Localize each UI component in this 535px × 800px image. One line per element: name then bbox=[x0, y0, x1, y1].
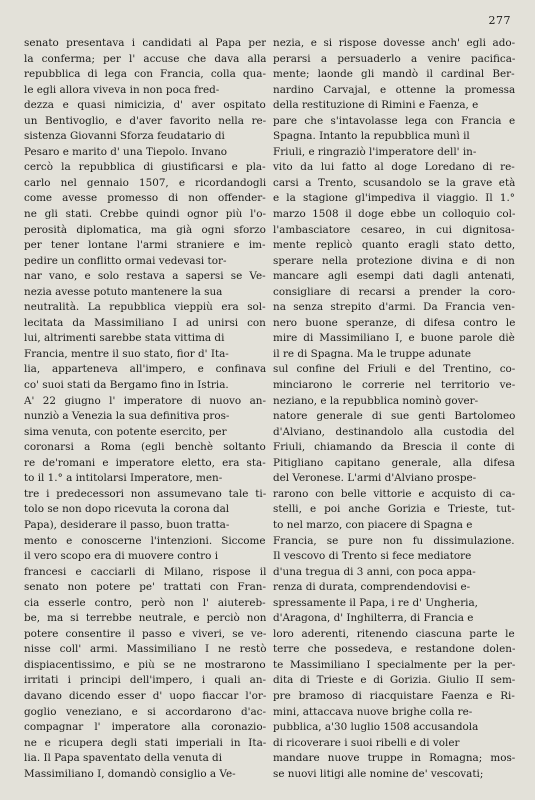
text-line: d'una tregua di 3 anni, con poca appa- bbox=[273, 565, 476, 578]
text-line: il vero scopo era di muovere contro i bbox=[24, 550, 219, 563]
text-line: marzo 1508 il doge ebbe un colloquio col- bbox=[273, 208, 515, 221]
text-line: stelli, e poi anche Gorizia e Trieste, tut- bbox=[273, 503, 515, 516]
text-line: consigliare di recarsi a prender la coro- bbox=[273, 285, 515, 298]
text-line: ne e ricupera degli stati imperiali in Ita- bbox=[24, 736, 266, 749]
text-line: mandare nuove truppe in Romagna; mos- bbox=[273, 752, 515, 765]
text-line: nisse coll' armi. Massimiliano I ne restò bbox=[24, 643, 266, 656]
text-line: mente replicò quanto eragli stato detto, bbox=[273, 239, 515, 252]
text-line: lia, apparteneva all'impero, e confinava bbox=[24, 363, 266, 376]
text-line: carlo nel gennaio 1507, e ricordandogli bbox=[24, 176, 266, 189]
text-line: come avesse promesso di non offender- bbox=[24, 192, 266, 205]
text-line: rarono con belle vittorie e acquisto di ca- bbox=[273, 487, 515, 500]
text-line: nero buone speranze, di difesa contro le bbox=[273, 316, 515, 329]
text-line: il re di Spagna. Ma le truppe adunate bbox=[273, 347, 472, 360]
text-line: cia esserle contro, però non l' aiutereb- bbox=[24, 596, 266, 609]
text-line: to il 1.° a intitolarsi Imperatore, men- bbox=[24, 472, 223, 485]
text-line: pubblica, a'30 luglio 1508 accusandola bbox=[273, 721, 479, 734]
text-line: Pesaro e marito d' una Tiepolo. Invano bbox=[24, 145, 228, 158]
right-column bbox=[273, 36, 515, 782]
text-line: tolo se non dopo ricevuta la corona dal bbox=[24, 503, 230, 516]
text-line: d'Alviano, destinandolo alla custodia del bbox=[273, 425, 515, 438]
text-line: goglio veneziano, e si accordarono d'ac- bbox=[24, 705, 266, 718]
text-line: Friuli, e ringraziò l'imperatore dell' in- bbox=[273, 145, 477, 158]
text-line: sperare nella protezione divina e di non bbox=[273, 254, 515, 267]
text-line: l'ambasciatore cesareo, in cui dignitosa- bbox=[273, 223, 515, 236]
text-line: dispiacentissimo, e più se ne mostrarono bbox=[24, 658, 266, 671]
text-line: Papa), desiderare il passo, buon tratta- bbox=[24, 518, 230, 531]
text-line: Friuli, chiamando da Brescia il conte di bbox=[273, 441, 515, 454]
text-line: pare che s'intavolasse lega con Francia e bbox=[273, 114, 515, 127]
text-line: nezia, e si rispose dovesse anch' egli ado- bbox=[273, 37, 515, 49]
text-line: A' 22 giugno l' imperatore di nuovo an- bbox=[24, 394, 266, 407]
text-line: repubblica di lega con Francia, colla qua- bbox=[24, 68, 266, 81]
text-line: renza di durata, comprendendovisi e- bbox=[273, 581, 471, 594]
text-line: re de'romani e imperatore eletto, era sta- bbox=[24, 456, 266, 469]
text-line: lui, altrimenti sarebbe stata vittima di bbox=[24, 332, 225, 345]
text-line: mancare agli esempi dati dagli antenati, bbox=[273, 270, 515, 283]
text-line: nezia avesse potuto mantenere la sua bbox=[24, 285, 223, 298]
text-line: Francia, mentre il suo stato, fior d' Ita- bbox=[24, 347, 229, 360]
text-line: Pitigliano capitano generale, alla difesa bbox=[273, 456, 515, 469]
text-line: sistenza Giovanni Sforza feudatario di bbox=[24, 130, 225, 143]
text-line: Massimiliano I, domandò consiglio a Ve- bbox=[24, 767, 236, 780]
text-line: senato presentava i candidati al Papa per bbox=[24, 37, 266, 49]
text-line: francesi e cacciarli di Milano, rispose il bbox=[24, 565, 266, 578]
text-line: perosità diplomatica, ma già ogni sforzo bbox=[24, 223, 266, 236]
text-line: natore generale di sue genti Bartolomeo bbox=[273, 410, 515, 423]
text-line: nunziò a Venezia la sua definitiva pros- bbox=[24, 410, 230, 423]
text-line: davano dicendo esser d' uopo fiaccar l'or- bbox=[24, 689, 266, 702]
text-line: dita di Trieste e di Gorizia. Giulio II sem- bbox=[273, 674, 515, 687]
left-column bbox=[24, 36, 266, 782]
text-line: per tener lontane l'armi straniere e im- bbox=[24, 239, 266, 252]
text-line: perarsi a persuaderlo a venire pacifica- bbox=[273, 52, 515, 65]
text-line: pre bramoso di riacquistare Faenza e Ri- bbox=[273, 689, 515, 702]
text-line: vito da lui fatto al doge Loredano di re- bbox=[273, 161, 515, 174]
text-line: dezza e quasi nimicizia, d' aver ospitato bbox=[24, 99, 266, 112]
text-line: irritati i principi dell'impero, i quali an- bbox=[24, 674, 266, 687]
text-line: cercò la repubblica di giustificarsi e pla- bbox=[24, 161, 266, 174]
text-line: mire di Massimiliano I, e buone parole diè bbox=[273, 332, 515, 345]
text-line: un Bentivoglio, e d'aver favorito nella re- bbox=[24, 114, 266, 127]
text-line: del Veronese. L'armi d'Alviano prospe- bbox=[273, 472, 477, 485]
text-line: ne gli stati. Crebbe quindi ognor più l'o- bbox=[24, 208, 266, 221]
text-line: na senza strepito d'armi. Da Francia ven- bbox=[273, 301, 515, 314]
text-line: lecitata da Massimiliano I ad unirsi con bbox=[24, 316, 266, 329]
text-line: potere consentire il passo e viveri, se ve- bbox=[24, 627, 266, 640]
text-line: Spagna. Intanto la repubblica munì il bbox=[273, 130, 470, 143]
page-number: 277 bbox=[488, 14, 511, 27]
text-line: tre i predecessori non assumevano tale ti- bbox=[24, 487, 266, 500]
text-line: pedire un conflitto ormai vedevasi tor- bbox=[24, 254, 227, 267]
text-line: e la stagione gl'impediva il viaggio. Il 1.° bbox=[273, 192, 515, 205]
text-line: di ricoverare i suoi ribelli e di voler bbox=[273, 736, 460, 749]
text-line: mini, attaccava nuove brighe colla re- bbox=[273, 705, 473, 718]
text-line: neutralità. La repubblica vieppiù era sol- bbox=[24, 301, 266, 314]
text-line: coronarsi a Roma (egli benchè soltanto bbox=[24, 441, 266, 454]
text-line: Francia, se pure non fu dissimulazione. bbox=[273, 534, 515, 547]
text-line: le egli allora viveva in non poca fred- bbox=[24, 83, 220, 96]
text-line: minciarono le correrie nel territorio ve- bbox=[273, 379, 515, 392]
text-line: spressamente il Papa, i re d' Ungheria, bbox=[273, 596, 478, 609]
text-line: carsi a Trento, scusandolo se la grave età bbox=[273, 176, 515, 189]
text-line: nardino Carvajal, e ottenne la promessa bbox=[273, 83, 515, 96]
text-line: senato non potere pe' trattati con Fran- bbox=[24, 581, 266, 594]
text-line: be, ma si terrebbe neutrale, e perciò non bbox=[24, 612, 266, 625]
text-line: neziano, e la repubblica nominò gover- bbox=[273, 394, 479, 407]
text-line: te Massimiliano I specialmente per la per- bbox=[273, 658, 515, 671]
text-line: della restituzione di Rimini e Faenza, e bbox=[273, 99, 479, 112]
text-line: se nuovi litigi alle nomine de' vescovati; bbox=[273, 767, 484, 780]
text-line: lia. Il Papa spaventato della venuta di bbox=[24, 752, 223, 765]
text-line: nar vano, e solo restava a sapersi se Ve- bbox=[24, 270, 266, 283]
text-line: sima venuta, con potente esercito, per bbox=[24, 425, 227, 438]
text-line: co' suoi stati da Bergamo fino in Istria. bbox=[24, 379, 229, 392]
text-line: compagnar l' imperatore alla coronazio- bbox=[24, 721, 266, 734]
text-line: sul confine del Friuli e del Trentino, co- bbox=[273, 363, 515, 376]
text-line: d'Aragona, d' Inghilterra, di Francia e bbox=[273, 612, 474, 625]
text-line: la conferma; per l' accuse che dava alla bbox=[24, 52, 266, 65]
text-line: mente; laonde gli mandò il cardinal Ber- bbox=[273, 68, 515, 81]
text-line: to nel marzo, con piacere di Spagna e bbox=[273, 518, 473, 531]
text-line: terre che possedeva, e restandone dolen- bbox=[273, 643, 515, 656]
text-line: Il vescovo di Trento si fece mediatore bbox=[273, 550, 472, 563]
text-line: loro aderenti, ritenendo ciascuna parte le bbox=[273, 627, 515, 640]
text-line: mento e conoscerne l'intenzioni. Siccome bbox=[24, 534, 266, 547]
